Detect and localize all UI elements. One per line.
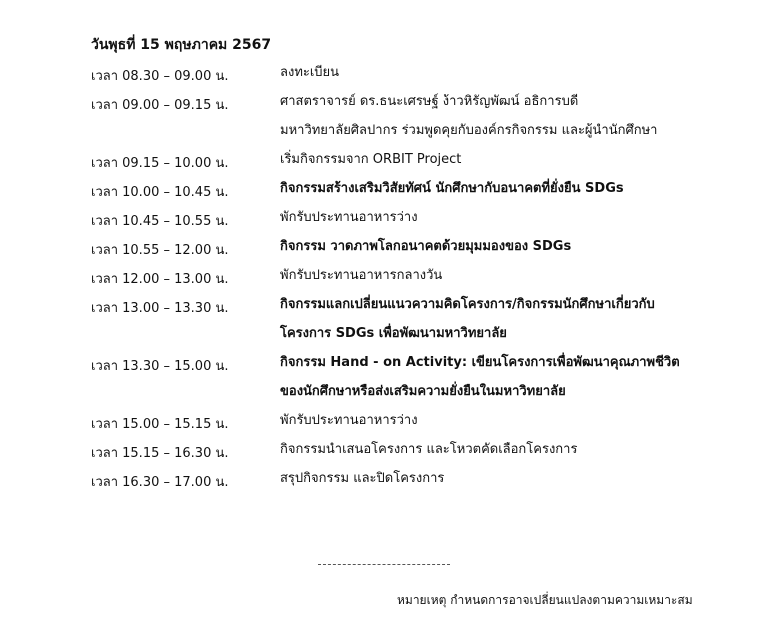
note-text: หมายเหตุ กำหนดการอาจเปลี่ยนแปลงตามความเหมาะสม <box>397 593 693 607</box>
schedule-row <box>91 176 731 205</box>
schedule-time: เวลา 15.00 – 15.15 น. <box>91 417 229 432</box>
schedule-activity <box>280 87 657 145</box>
divider-line <box>318 564 450 565</box>
schedule-row <box>91 147 731 176</box>
schedule-activity <box>280 145 461 174</box>
schedule-activity-line: กิจกรรมแลกเปลี่ยนแนวความคิดโครงการ/กิจกรรมนักศึกษาเกี่ยวกับ <box>280 297 655 312</box>
schedule-activity-line: เริ่มกิจกรรมจาก ORBIT Project <box>280 152 462 167</box>
schedule-activity <box>280 58 339 87</box>
schedule-row <box>91 205 731 234</box>
schedule-time: เวลา 10.00 – 10.45 น. <box>91 185 229 200</box>
schedule-list <box>91 60 731 495</box>
schedule-row <box>91 234 731 263</box>
schedule-time: เวลา 15.15 – 16.30 น. <box>91 446 229 461</box>
schedule-activity-line: พักรับประทานอาหารว่าง <box>280 210 418 225</box>
schedule-activity-line: กิจกรรม Hand - on Activity: เขียนโครงการเพื่อพัฒนาคุณภาพชีวิต <box>280 355 680 370</box>
schedule-activity-line: พักรับประทานอาหารกลางวัน <box>280 268 443 283</box>
schedule-activity <box>280 435 577 464</box>
schedule-activity <box>280 261 442 290</box>
schedule-activity <box>280 348 680 406</box>
schedule-row <box>91 437 731 466</box>
schedule-activity-line: พักรับประทานอาหารว่าง <box>280 413 418 428</box>
schedule-time: เวลา 12.00 – 13.00 น. <box>91 272 229 287</box>
schedule-activity <box>280 203 418 232</box>
schedule-time: เวลา 13.30 – 15.00 น. <box>91 359 229 374</box>
schedule-activity-line: กิจกรรมสร้างเสริมวิสัยทัศน์ นักศึกษากับอนาคตที่ยั่งยืน SDGs <box>280 181 624 196</box>
schedule-row <box>91 408 731 437</box>
schedule-row <box>91 263 731 292</box>
schedule-row <box>91 466 731 495</box>
schedule-time: เวลา 09.15 – 10.00 น. <box>91 156 229 171</box>
schedule-row <box>91 60 731 89</box>
schedule-row <box>91 292 731 350</box>
schedule-time: เวลา 16.30 – 17.00 น. <box>91 475 229 490</box>
schedule-activity <box>280 464 444 493</box>
schedule-activity-line: สรุปกิจกรรม และปิดโครงการ <box>280 471 445 486</box>
schedule-activity <box>280 232 571 261</box>
schedule-time: เวลา 08.30 – 09.00 น. <box>91 69 229 84</box>
schedule-activity <box>280 290 655 348</box>
schedule-row <box>91 350 731 408</box>
date-heading: วันพุธที่ 15 พฤษภาคม 2567 <box>91 37 272 53</box>
schedule-activity-line: ศาสตราจารย์ ดร.ธนะเศรษฐ์ ง้าวหิรัญพัฒน์ อธิการบดี <box>280 94 579 109</box>
schedule-activity-line: ลงทะเบียน <box>280 65 340 80</box>
schedule-time: เวลา 10.55 – 12.00 น. <box>91 243 229 258</box>
schedule-time: เวลา 09.00 – 09.15 น. <box>91 98 229 113</box>
schedule-activity <box>280 406 418 435</box>
schedule-time: เวลา 10.45 – 10.55 น. <box>91 214 229 229</box>
schedule-activity <box>280 174 624 203</box>
schedule-activity-line: กิจกรรมนำเสนอโครงการ และโหวตคัดเลือกโครงการ <box>280 442 578 457</box>
schedule-activity-line: กิจกรรม วาดภาพโลกอนาคตด้วยมุมมองของ SDGs <box>280 239 572 254</box>
schedule-time: เวลา 13.00 – 13.30 น. <box>91 301 229 316</box>
schedule-row <box>91 89 731 147</box>
schedule-activity-line: มหาวิทยาลัยศิลปากร ร่วมพูดคุยกับองค์กรกิจกรรม และผู้นำนักศึกษา <box>280 123 658 138</box>
schedule-activity-line: โครงการ SDGs เพื่อพัฒนามหาวิทยาลัย <box>280 326 507 341</box>
schedule-activity-line: ของนักศึกษาหรือส่งเสริมความยั่งยืนในมหาวิทยาลัย <box>280 384 566 399</box>
